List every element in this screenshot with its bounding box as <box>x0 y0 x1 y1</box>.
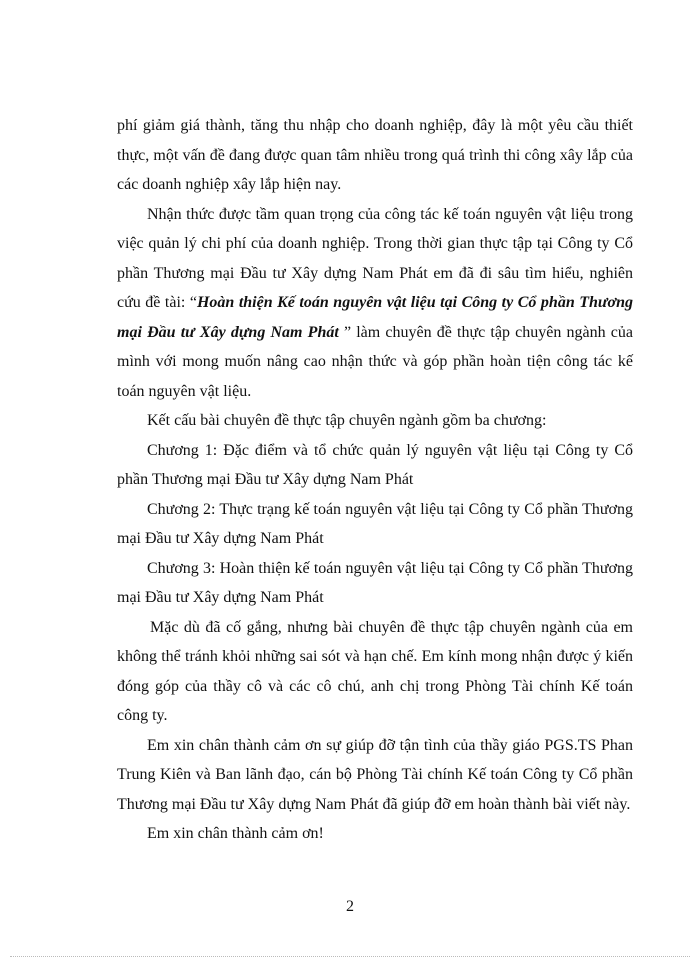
paragraph-thanks: Em xin chân thành cảm ơn sự giúp đỡ tận tình của thầy giáo PGS.TS Phan Trung Kiên và Ban lãnh đạo, cán bộ Phòng Tài chính Kế toán Công ty Cổ phần Thương mại Đầu tư Xây dựng Nam Phát đã giúp đỡ em hoàn thành bài viết này. <box>117 736 633 813</box>
paragraph-chapter-2: Chương 2: Thực trạng kế toán nguyên vật liệu tại Công ty Cổ phần Thương mại Đầu tư Xây dựng Nam Phát <box>117 500 633 547</box>
paragraph-apology: Mặc dù đã cố gắng, nhưng bài chuyên đề thực tập chuyên ngành của em không thể tránh khỏi những sai sót và hạn chế. Em kính mong nhận được ý kiến đóng góp của thầy cô và các cô chú, anh chị trong Phòng Tài chính Kế toán công ty. <box>117 618 633 724</box>
paragraph-structure: Kết cấu bài chuyên đề thực tập chuyên ngành gồm ba chương: <box>147 412 547 429</box>
paragraph-intro-continuation: phí giảm giá thành, tăng thu nhập cho doanh nghiệp, đây là một yêu cầu thiết thực, một vấn đề đang được quan tâm nhiều trong quá trình thi công xây lắp của các doanh nghiệp xây lắp hiện nay. <box>117 117 633 193</box>
body-text <box>117 111 633 849</box>
paragraph-topic-after: ” làm chuyên đề thực tập chuyên ngành của mình với mong muốn nâng cao nhận thức và góp phần hoàn tiện công tác kế toán nguyên vật liệu. <box>117 323 633 400</box>
paragraph-topic-before: Nhận thức được tầm quan trọng của công tác kế toán nguyên vật liệu trong việc quản lý chi phí của doanh nghiệp. Trong thời gian thực tập tại Công ty Cổ phần Thương mại Đầu tư Xây dựng Nam Phát em đã đi sâu tìm hiểu, nghiên cứu đề tài: “ <box>117 205 633 311</box>
paragraph-topic <box>117 200 633 407</box>
thesis-title: Hoàn thiện Kế toán nguyên vật liệu tại Công ty Cổ phần Thương mại Đầu tư Xây dựng Nam Phát <box>117 294 633 341</box>
paragraph-chapter-1: Chương 1: Đặc điểm và tổ chức quản lý nguyên vật liệu tại Công ty Cổ phần Thương mại Đầu tư Xây dựng Nam Phát <box>117 441 633 488</box>
paragraph-closing: Em xin chân thành cảm ơn! <box>147 825 324 842</box>
paragraph-chapter-3: Chương 3: Hoàn thiện kế toán nguyên vật liệu tại Công ty Cổ phần Thương mại Đầu tư Xây dựng Nam Phát <box>117 559 633 606</box>
page-number: 2 <box>346 898 354 915</box>
page-bottom-divider <box>10 956 690 957</box>
